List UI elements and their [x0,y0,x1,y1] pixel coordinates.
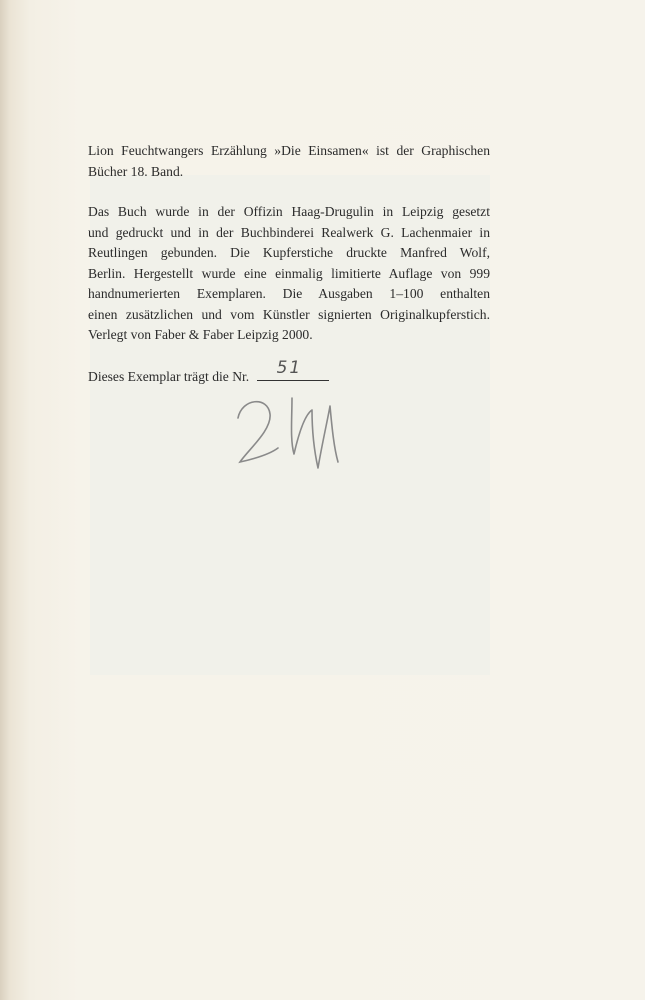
colophon-line: Berlin. Hergestellt wurde eine einmalig limitierte Auflage von 999 [88,265,490,281]
colophon-line: Reutlingen gebunden. Die Kupferstiche druckte Manfred Wolf, [88,245,490,260]
colophon-line: handnumerierten Exemplaren. Die Ausgaben 1–100 enthalten [88,286,490,301]
colophon-line: einen zusätzlichen und vom Künstler signierten Originalkupferstich. [88,306,490,322]
colophon-line: Das Buch wurde in der Offizin Haag-Drugulin in Leipzig gesetzt [88,204,490,219]
colophon-intro [88,141,490,182]
handwritten-edition-number: 51 [276,357,303,378]
pencil-signature [230,388,370,478]
colophon-line: Bücher 18. Band. [88,163,184,179]
edition-number-blank [257,357,329,381]
colophon-body [88,202,490,346]
colophon-line: und gedruckt und in der Buchbinderei Realwerk G. Lachenmaier in [88,224,490,240]
edition-number-line [88,357,490,388]
edition-number-label: Dieses Exemplar trägt die Nr. [88,368,250,384]
colophon [88,141,490,387]
colophon-line: Verlegt von Faber & Faber Leipzig 2000. [88,327,313,342]
colophon-line: Lion Feuchtwangers Erzählung »Die Einsamen« ist der Graphischen [88,143,490,158]
